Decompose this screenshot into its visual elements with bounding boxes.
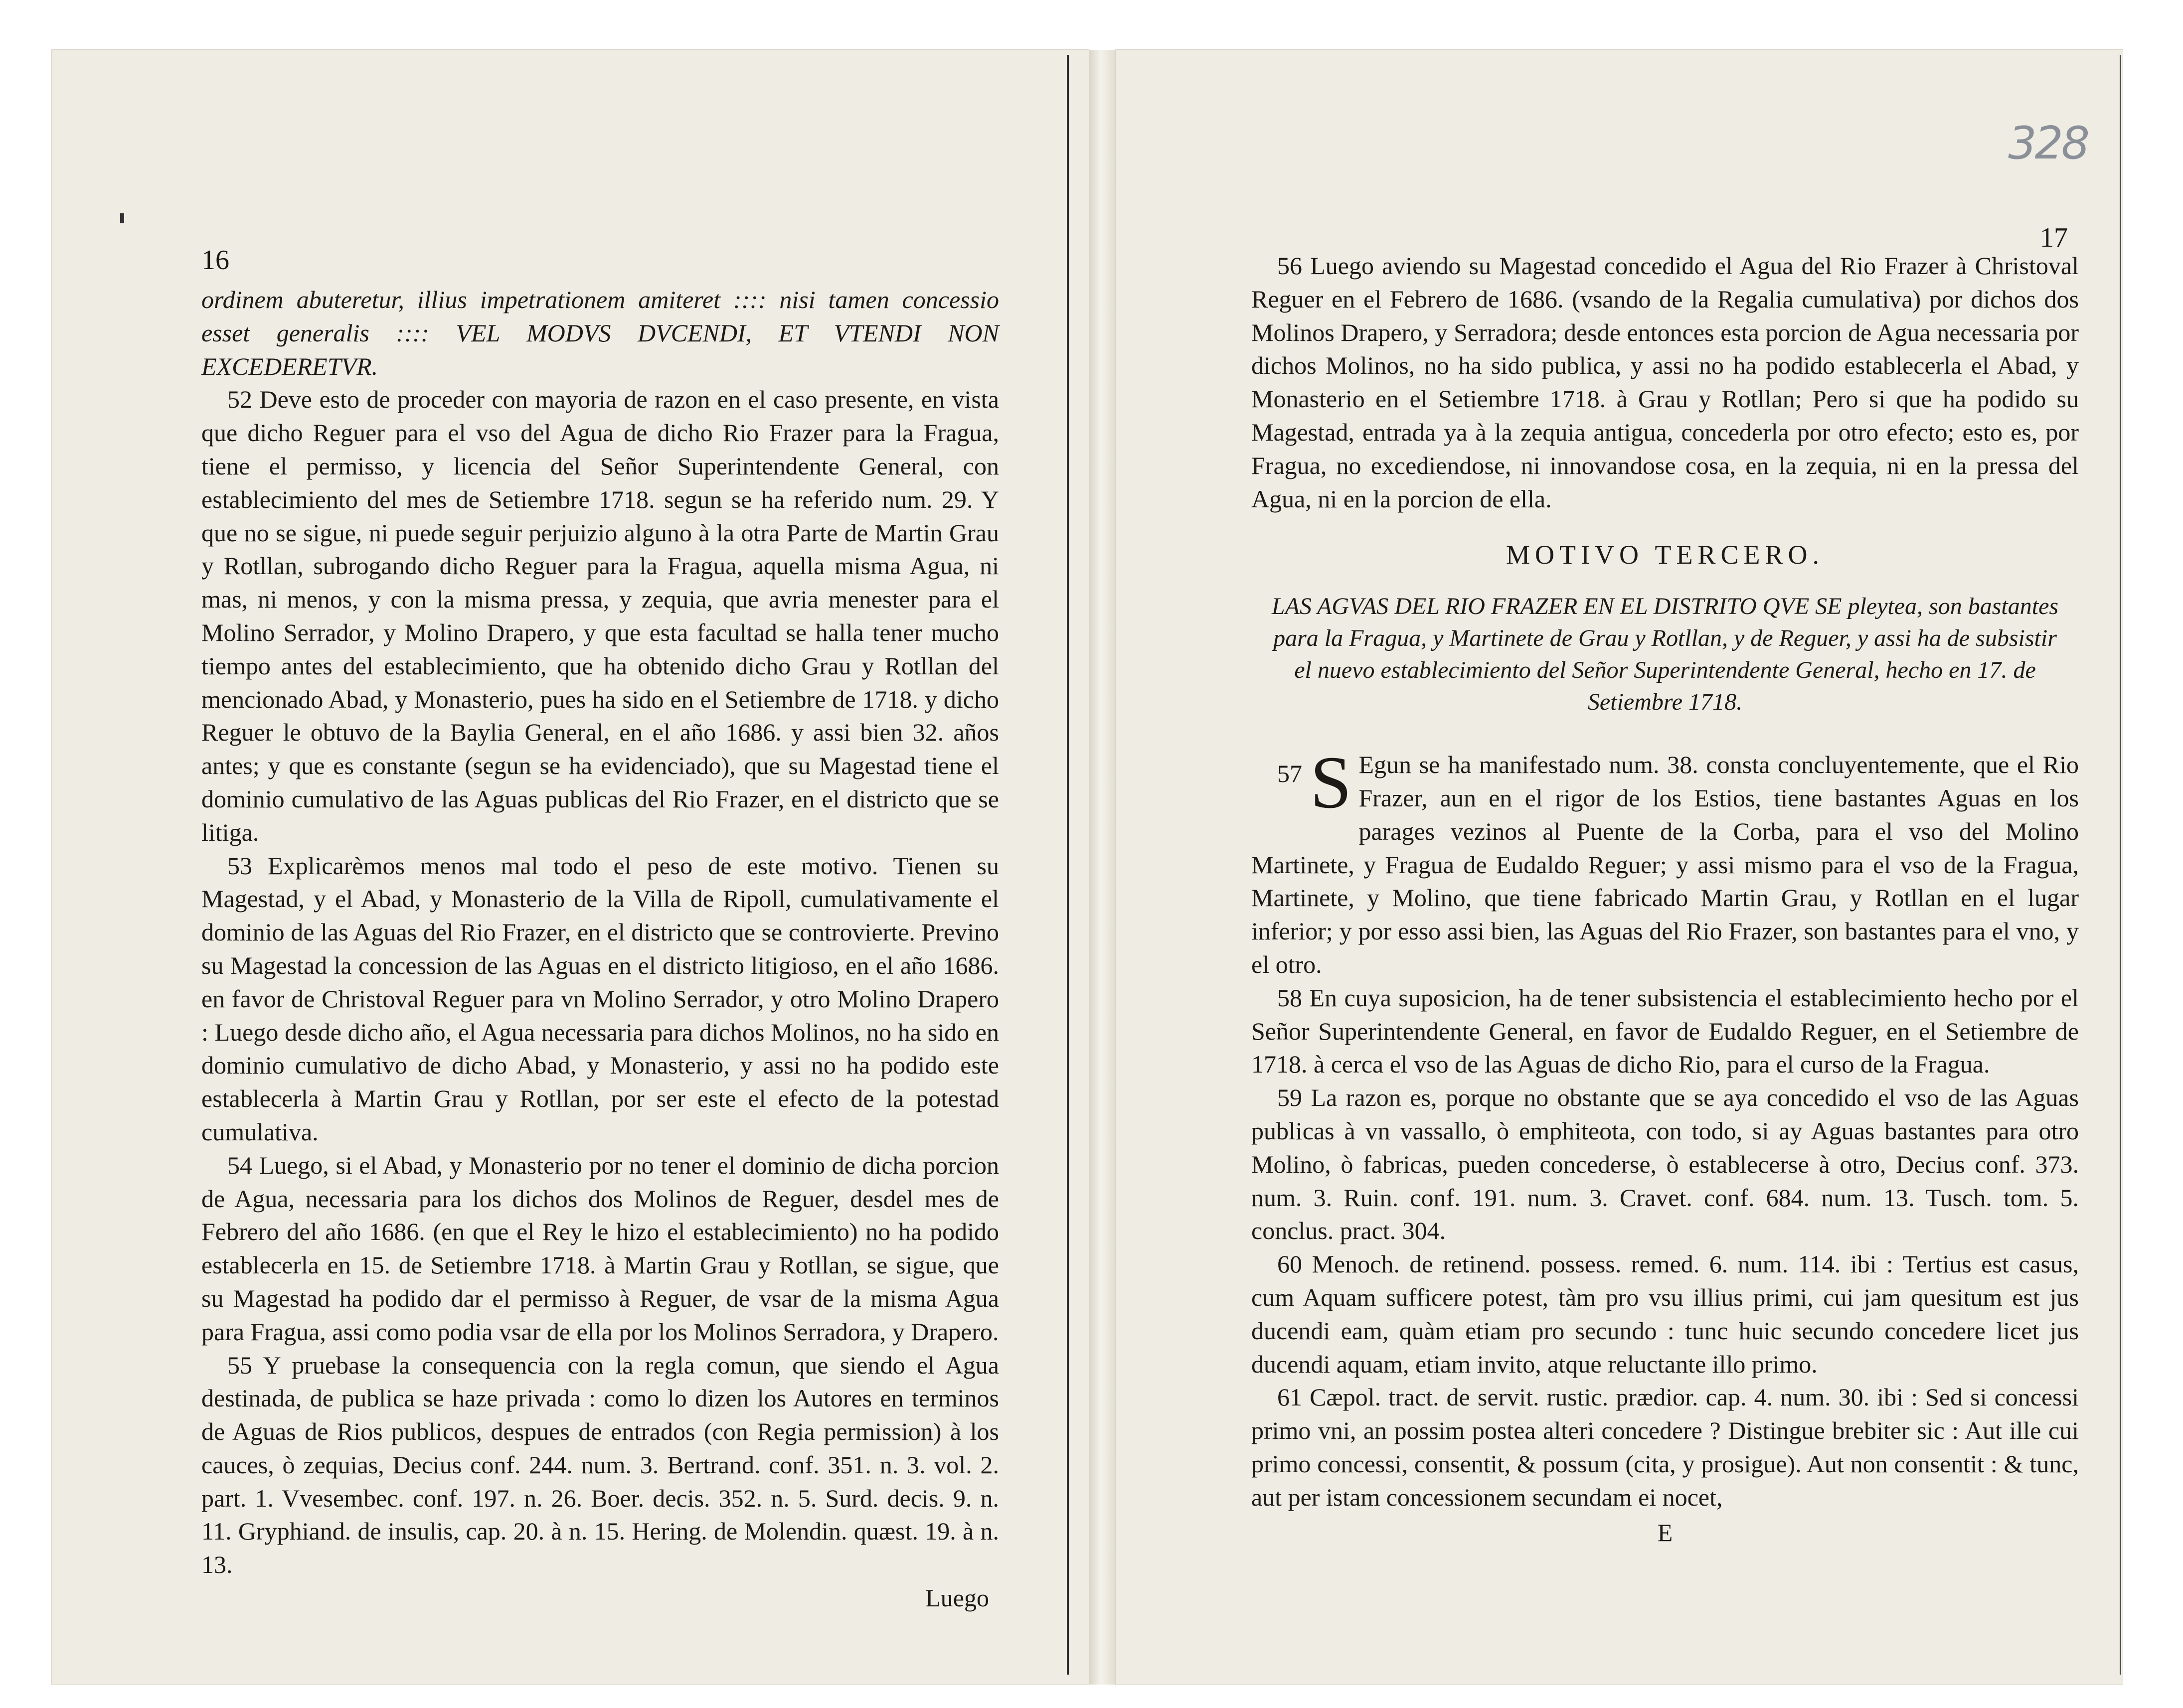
page-edge-mark <box>120 213 124 223</box>
page-number-left: 16 <box>201 245 229 276</box>
paragraph-57 <box>1251 741 2079 981</box>
left-page <box>52 50 1089 1685</box>
paragraph-intro-quote: ordinem abuteretur, illius impetrationem amiteret :::: nisi tamen concessio esset generalis :::: VEL MODVS DVCENDI, ET VTENDI NON EXCEDERETVR. <box>201 286 999 380</box>
paragraph-52: 52 Deve esto de proceder con mayoria de razon en el caso presente, en vista que dicho Reguer para el vso del Agua de dicho Rio Frazer para la Fragua, tiene el permisso, y licencia del Señor Superintendente General, con establecimiento del mes de Setiembre 1718. segun se ha referido num. 29. Y que no se sigue, ni puede seguir perjuizio alguno à la otra Parte de Martin Grau y Rotllan, subrogando dicho Reguer para la Fragua, aquella misma Agua, ni mas, ni menos, y con la misma pressa, y zequia, que avria menester para el Molino Serrador, y Molino Drapero, y que esta facultad se halla tener mucho tiempo antes del establecimiento, que ha obtenido dicho Grau y Rotllan del mencionado Abad, y Monasterio, pues ha sido en el Setiembre de 1718. y dicho Reguer le obtuvo de la Baylia General, en el año 1686. y assi bien 32. años antes; y que es constante (segun se ha evidenciado), que su Magestad tiene el dominio cumulativo de las Aguas publicas del Rio Frazer, en el districto que se litiga. <box>201 385 999 846</box>
paragraph-58: 58 En cuya suposicion, ha de tener subsistencia el establecimiento hecho por el Señor Superintendente General, en favor de Eudaldo Reguer, en el Setiembre de 1718. à cerca el vso de las Aguas de dicho Rio, para el curso de la Fragua. <box>1251 983 2079 1079</box>
signature-mark: E <box>1657 1518 1673 1547</box>
catchword: Luego <box>925 1584 989 1612</box>
paragraph-57-text: Egun se ha manifestado num. 38. consta concluyentemente, que el Rio Frazer, aun en el rigor de los Estios, tiene bastantes Aguas en los parages vezinos al Puente de la Corba, para el vso del Molino Martinete, y Fragua de Eudaldo Reguer; y assi mismo para el vso de la Fragua, Martinete, y Molino, que tiene fabricado Martin Grau, y Rotllan en el lugar inferior; y por esso assi bien, las Aguas del Rio Frazer, son bastantes para el vno, y el otro. <box>1251 751 2079 978</box>
section-heading: MOTIVO TERCERO. <box>1506 540 1824 570</box>
right-page <box>1116 50 2123 1685</box>
paragraph-56: 56 Luego aviendo su Magestad concedido el Agua del Rio Frazer à Christoval Reguer en el Febrero de 1686. (vsando de la Regalia cumulativa) por dichos dos Molinos Drapero, y Serradora; desde entonces esta porcion de Agua necessaria por dichos Molinos, no ha sido publica, y assi no ha podido establecerla el Abad, y Monasterio en el Setiembre 1718. à Grau y Rotllan; Pero si que ha podido su Magestad, entrada ya à la zequia antigua, concederla por otro efecto; esto es, por Fragua, no excediendose, ni innovandose cosa, en la zequia, ni en la pressa del Agua, ni en la porcion de ella. <box>1251 252 2079 513</box>
paragraph-53: 53 Explicarèmos menos mal todo el peso de este motivo. Tienen su Magestad, y el Abad, y Monasterio de la Villa de Ripoll, cumulativamente el dominio de las Aguas del Rio Frazer, en el districto que se controvierte. Previno su Magestad la concession de las Aguas en el districto litigioso, en el año 1686. en favor de Christoval Reguer para vn Molino Serrador, y otro Molino Drapero : Luego desde dicho año, el Agua necessaria para dichos Molinos, no ha sido en dominio cumulativo de dicho Abad, y Monasterio, y assi no ha podido este establecerla à Martin Grau y Rotllan, por ser este el efecto de la potestad cumulativa. <box>201 851 999 1146</box>
paragraph-55: 55 Y pruebase la consequencia con la regla comun, que siendo el Agua destinada, de publica se haze privada : como lo dizen los Autores en terminos de Aguas de Rios publicos, despues de entrados (con Regia permission) à los cauces, ò zequias, Decius conf. 244. num. 3. Bertrand. conf. 351. n. 3. vol. 2. part. 1. Vvesembec. conf. 197. n. 26. Boer. decis. 352. n. 5. Surd. decis. 9. n. 11. Gryphiand. de insulis, cap. 20. à n. 15. Hering. de Molendin. quæst. 19. à n. 13. <box>201 1351 999 1579</box>
left-page-text <box>201 283 999 1615</box>
paragraph-60: 60 Menoch. de retinend. possess. remed. 6. num. 114. ibi : Tertius est casus, cum Aquam sufficere potest, tàm pro vsu illius primi, cui jam quesitum est jus ducendi eam, quàm etiam pro secundo : tunc huic secundo concedere licet jus ducendi aquam, etiam invito, atque reluctante illo primo. <box>1251 1250 2079 1378</box>
right-page-edge-line <box>2120 55 2121 1675</box>
paragraph-54: 54 Luego, si el Abad, y Monasterio por no tener el dominio de dicha porcion de Agua, necessaria para los dichos dos Molinos de Reguer, desdel mes de Febrero del año 1686. (en que el Rey le hizo el establecimiento) no ha podido establecerla en 15. de Setiembre 1718. à Martin Grau y Rotllan, se sigue, que su Magestad ha podido dar el permisso à Reguer, de vsar de la misma Agua para Fragua, assi como podia vsar de ella por los Molinos Serradora, y Drapero. <box>201 1151 999 1346</box>
paragraph-57-number: 57 <box>1277 760 1302 788</box>
dropcap-letter: S <box>1310 741 1352 824</box>
right-page-text <box>1251 249 2079 1549</box>
folio-stamp: 328 <box>2008 117 2088 169</box>
paragraph-59: 59 La razon es, porque no obstante que se aya concedido el vso de las Aguas publicas à vn vassallo, ò emphiteota, con todo, si ay Aguas bastantes para otro Molino, ò fabricas, pueden concederse, ò establecerse à otro, Decius conf. 373. num. 3. Ruin. conf. 191. num. 3. Cravet. conf. 684. num. 13. Tusch. tom. 5. conclus. pract. 304. <box>1251 1084 2079 1245</box>
book-gutter <box>1089 50 1116 1685</box>
paragraph-61: 61 Cæpol. tract. de servit. rustic. prædior. cap. 4. num. 30. ibi : Sed si concessi primo vni, an possim postea alteri concedere ? Distingue brebiter sic : Aut ille cui primo concessi, consentit, & possum (cita, y prosigue). Aut non consentit : & tunc, aut per istam concessionem secundam ei nocet, <box>1251 1383 2079 1511</box>
page-number-right: 17 <box>2040 222 2068 253</box>
page-edge-line <box>1067 55 1069 1675</box>
section-subheading: LAS AGVAS DEL RIO FRAZER EN EL DISTRITO QVE SE pleytea, son bastantes para la Fragua, y Martinete de Grau y Rotllan, y de Reguer, y assi ha de subsistir el nuevo establecimiento del Señor Superintendente General, hecho en 17. de Setiembre 1718. <box>1271 593 2059 716</box>
